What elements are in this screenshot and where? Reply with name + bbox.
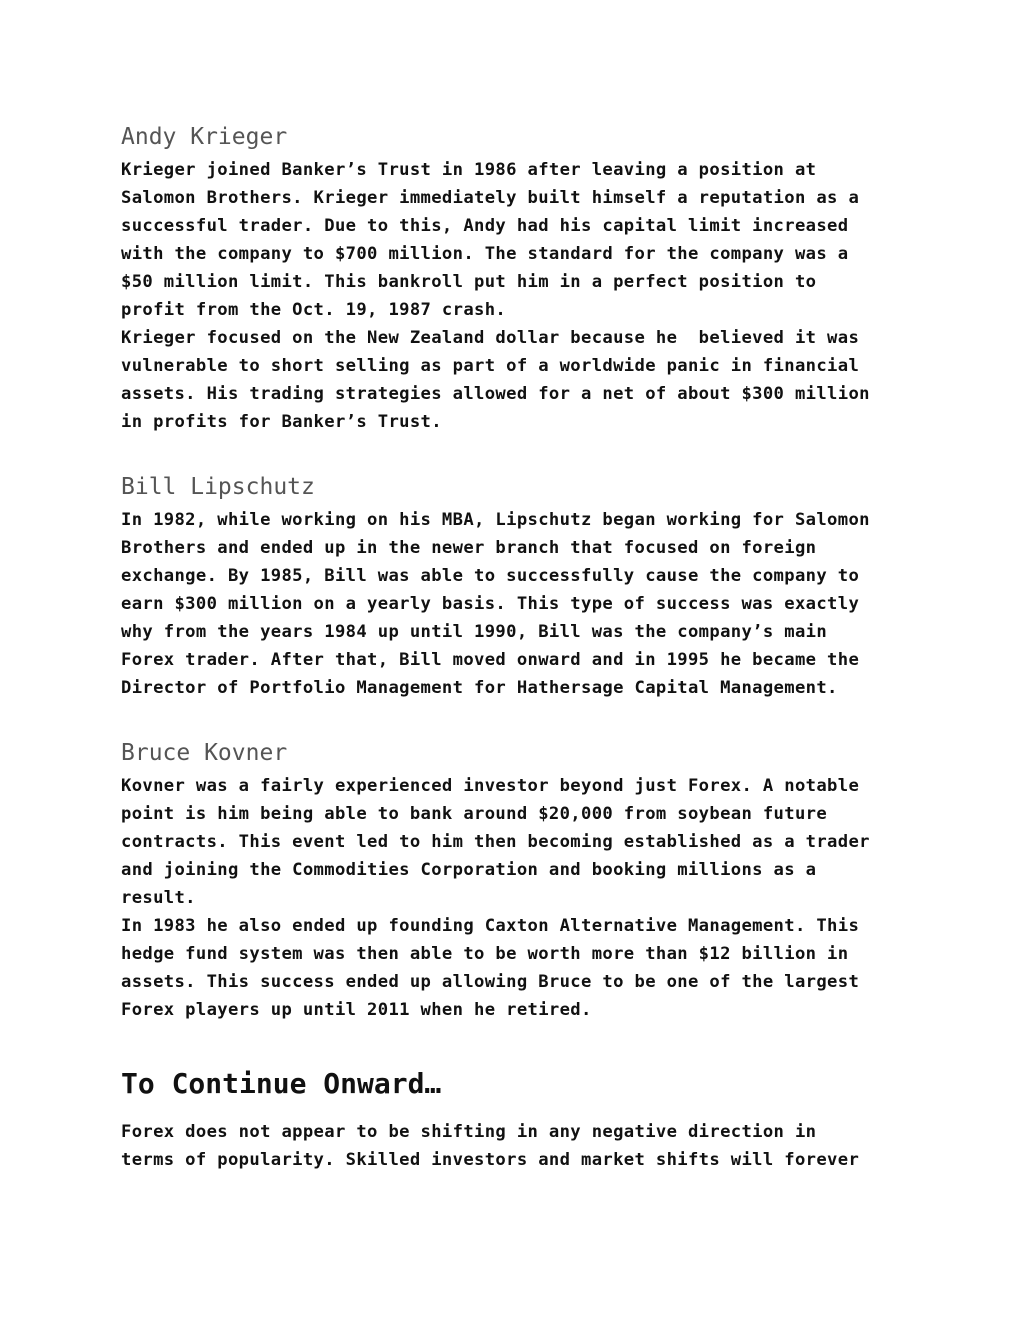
paragraph: Krieger focused on the New Zealand dollar because he believed it was vulnerable to short selling as part of a worldwide panic in financial assets. His trading strategies allowed for a net of about $300 million in profits for Banker’s Trust.	[121, 328, 870, 432]
spacer	[121, 1024, 911, 1062]
section-bill-lipschutz	[121, 468, 911, 702]
section-to-continue-onward	[121, 1062, 911, 1174]
section-bruce-kovner	[121, 734, 911, 1024]
spacer	[121, 1106, 911, 1118]
document-page	[121, 118, 911, 1174]
spacer	[121, 702, 911, 734]
paragraph: Forex does not appear to be shifting in any negative direction in terms of popularity. Skilled investors and market shifts will forever	[121, 1122, 860, 1170]
spacer	[121, 436, 911, 468]
section-heading: Bruce Kovner	[121, 740, 288, 766]
paragraph: In 1982, while working on his MBA, Lipschutz began working for Salomon Brothers and ended up in the newer branch that focused on foreign exchange. By 1985, Bill was able to successfully cause the company to earn $300 million on a yearly basis. This type of success was exactly why from the years 1984 up until 1990, Bill was the company’s main Forex trader. After that, Bill moved onward and in 1995 he became the Director of Portfolio Management for Hathersage Capital Management.	[121, 510, 870, 698]
major-heading: To Continue Onward…	[121, 1067, 442, 1100]
section-andy-krieger	[121, 118, 911, 436]
section-heading: Andy Krieger	[121, 124, 288, 150]
paragraph: Kovner was a fairly experienced investor beyond just Forex. A notable point is him being able to bank around $20,000 from soybean future contracts. This event led to him then becoming established as a trader and joining the Commodities Corporation and booking millions as a result.	[121, 776, 870, 908]
paragraph: In 1983 he also ended up founding Caxton Alternative Management. This hedge fund system was then able to be worth more than $12 billion in assets. This success ended up allowing Bruce to be one of the largest Forex players up until 2011 when he retired.	[121, 916, 860, 1020]
paragraph: Krieger joined Banker’s Trust in 1986 after leaving a position at Salomon Brothers. Krieger immediately built himself a reputation as a successful trader. Due to this, Andy had his capital limit increased with the company to $700 million. The standard for the company was a $50 million limit. This bankroll put him in a perfect position to profit from the Oct. 19, 1987 crash.	[121, 160, 860, 320]
section-heading: Bill Lipschutz	[121, 474, 315, 500]
